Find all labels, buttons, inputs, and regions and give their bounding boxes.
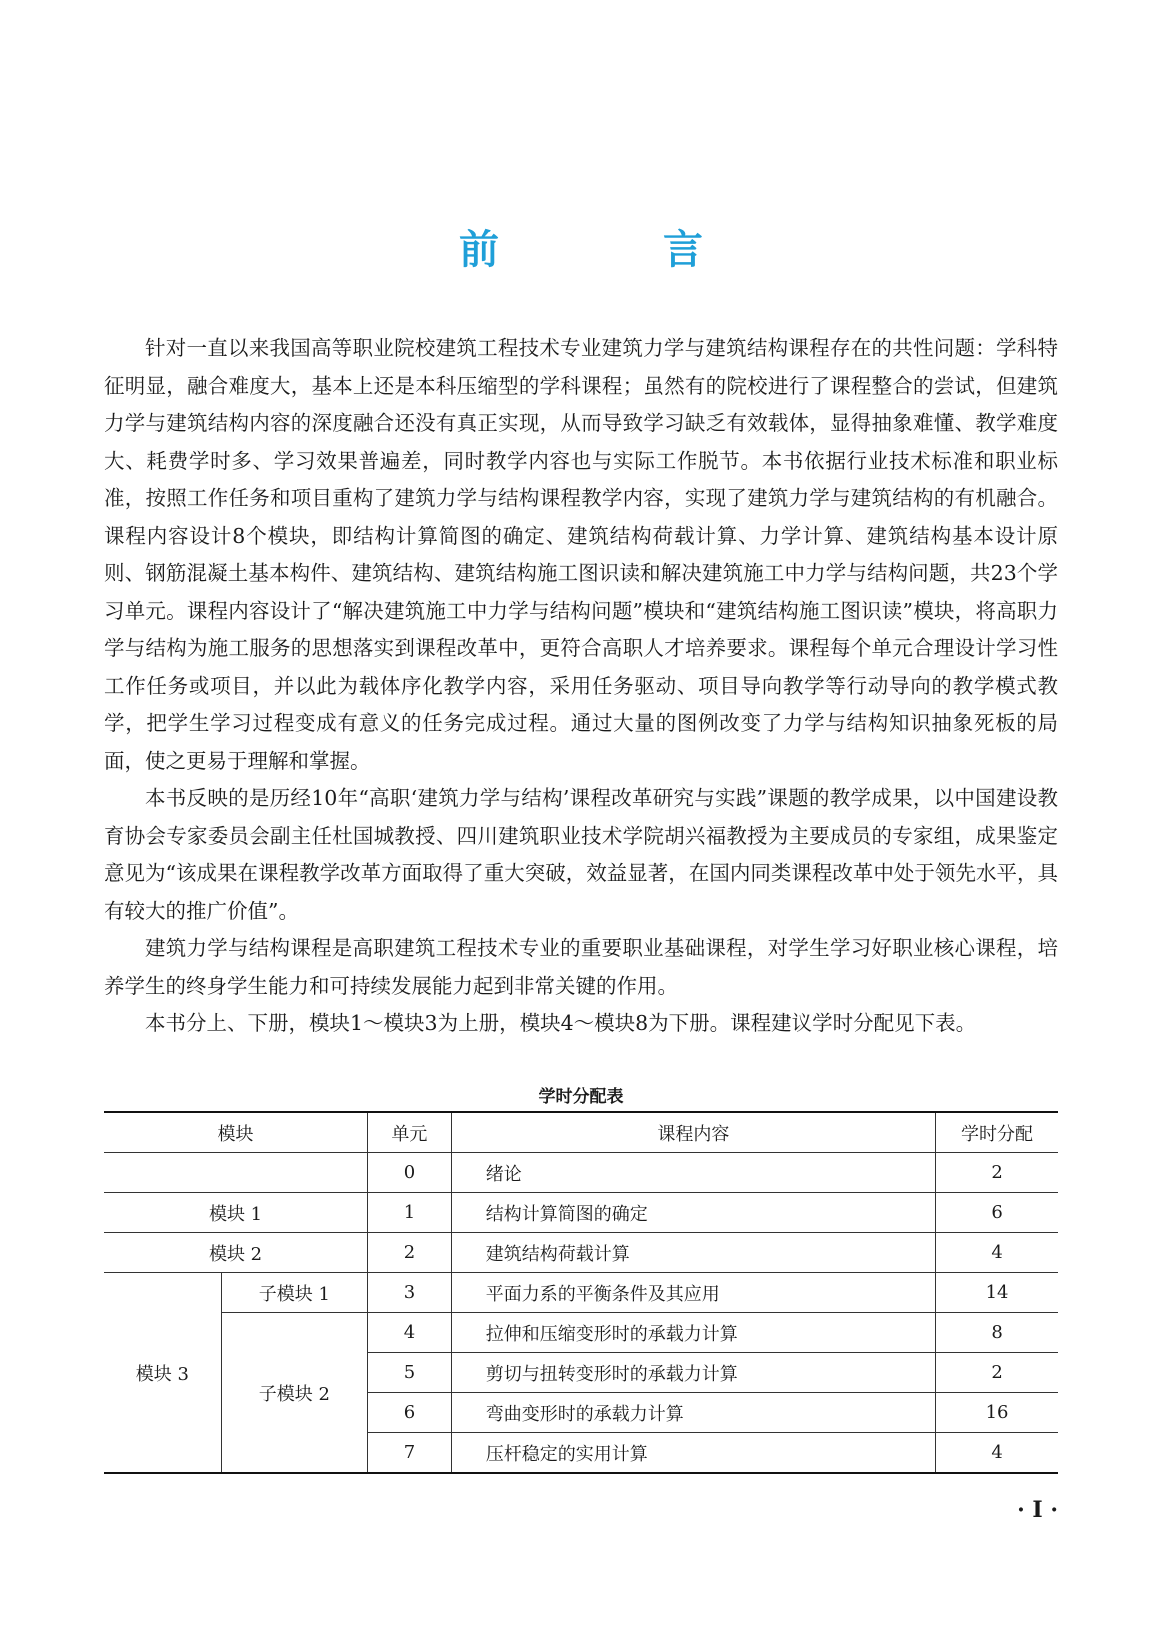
cell-content: 绪论 bbox=[451, 1153, 935, 1193]
preface-body bbox=[104, 330, 1058, 1043]
cell-hours: 4 bbox=[936, 1233, 1058, 1273]
cell-module bbox=[104, 1153, 368, 1193]
table-row bbox=[104, 1193, 1058, 1233]
cell-unit: 4 bbox=[368, 1313, 452, 1353]
cell-unit: 1 bbox=[368, 1193, 452, 1233]
paragraph: 建筑力学与结构课程是高职建筑工程技术专业的重要职业基础课程，对学生学习好职业核心课程，培养学生的终身学生能力和可持续发展能力起到非常关键的作用。 bbox=[104, 936, 1058, 998]
cell-module: 模块 1 bbox=[104, 1193, 368, 1233]
cell-hours: 14 bbox=[936, 1273, 1058, 1313]
cell-hours: 2 bbox=[936, 1353, 1058, 1393]
cell-content: 拉伸和压缩变形时的承载力计算 bbox=[451, 1313, 935, 1353]
cell-unit: 3 bbox=[368, 1273, 452, 1313]
header-content: 课程内容 bbox=[451, 1112, 935, 1153]
hours-table bbox=[104, 1111, 1058, 1474]
cell-unit: 6 bbox=[368, 1393, 452, 1433]
paragraph: 本书分上、下册，模块1～模块3为上册，模块4～模块8为下册。课程建议学时分配见下表。 bbox=[145, 1011, 977, 1035]
table-row bbox=[104, 1233, 1058, 1273]
cell-submodule: 子模块 1 bbox=[221, 1273, 367, 1313]
cell-module: 模块 3 bbox=[104, 1273, 221, 1474]
cell-content: 平面力系的平衡条件及其应用 bbox=[451, 1273, 935, 1313]
table-row bbox=[104, 1273, 1058, 1313]
cell-module: 模块 2 bbox=[104, 1233, 368, 1273]
cell-unit: 0 bbox=[368, 1153, 452, 1193]
paragraph: 本书反映的是历经10年“高职‘建筑力学与结构’课程改革研究与实践”课题的教学成果，以中国建设教育协会专家委员会副主任杜国城教授、四川建筑职业技术学院胡兴福教授为主要成员的专家组，成果鉴定意见为“该成果在课程教学改革方面取得了重大突破，效益显著，在国内同类课程改革中处于领先水平，具有较大的推广价值”。 bbox=[104, 786, 1058, 923]
cell-hours: 4 bbox=[936, 1433, 1058, 1474]
cell-content: 结构计算简图的确定 bbox=[451, 1193, 935, 1233]
header-unit: 单元 bbox=[368, 1112, 452, 1153]
cell-unit: 2 bbox=[368, 1233, 452, 1273]
paragraph: 针对一直以来我国高等职业院校建筑工程技术专业建筑力学与建筑结构课程存在的共性问题：学科特征明显，融合难度大，基本上还是本科压缩型的学科课程；虽然有的院校进行了课程整合的尝试，但建筑力学与建筑结构内容的深度融合还没有真正实现，从而导致学习缺乏有效载体，显得抽象难懂、教学难度大、耗费学时多、学习效果普遍差，同时教学内容也与实际工作脱节。本书依据行业技术标准和职业标准，按照工作任务和项目重构了建筑力学与结构课程教学内容，实现了建筑力学与建筑结构的有机融合。课程内容设计8个模块，即结构计算简图的确定、建筑结构荷载计算、力学计算、建筑结构基本设计原则、钢筋混凝土基本构件、建筑结构、建筑结构施工图识读和解决建筑施工中力学与结构问题，共23个学习单元。课程内容设计了“解决建筑施工中力学与结构问题”模块和“建筑结构施工图识读”模块，将高职力学与结构为施工服务的思想落实到课程改革中，更符合高职人才培养要求。课程每个单元合理设计学习性工作任务或项目，并以此为载体序化教学内容，采用任务驱动、项目导向教学等行动导向的教学模式教学，把学生学习过程变成有意义的任务完成过程。通过大量的图例改变了力学与结构知识抽象死板的局面，使之更易于理解和掌握。 bbox=[104, 336, 1058, 773]
cell-hours: 2 bbox=[936, 1153, 1058, 1193]
cell-unit: 7 bbox=[368, 1433, 452, 1474]
cell-submodule: 子模块 2 bbox=[221, 1313, 367, 1474]
cell-content: 剪切与扭转变形时的承载力计算 bbox=[451, 1353, 935, 1393]
table-row bbox=[104, 1153, 1058, 1193]
cell-hours: 8 bbox=[936, 1313, 1058, 1353]
table-caption: 学时分配表 bbox=[538, 1087, 624, 1107]
header-module: 模块 bbox=[104, 1112, 368, 1153]
page-number: · I · bbox=[1017, 1497, 1058, 1523]
table-header-row bbox=[104, 1112, 1058, 1153]
table-row bbox=[104, 1313, 1058, 1353]
cell-content: 弯曲变形时的承载力计算 bbox=[451, 1393, 935, 1433]
header-hours: 学时分配 bbox=[936, 1112, 1058, 1153]
cell-content: 压杆稳定的实用计算 bbox=[451, 1433, 935, 1474]
cell-unit: 5 bbox=[368, 1353, 452, 1393]
cell-content: 建筑结构荷载计算 bbox=[451, 1233, 935, 1273]
cell-hours: 16 bbox=[936, 1393, 1058, 1433]
page-title: 前 言 bbox=[459, 226, 765, 273]
cell-hours: 6 bbox=[936, 1193, 1058, 1233]
